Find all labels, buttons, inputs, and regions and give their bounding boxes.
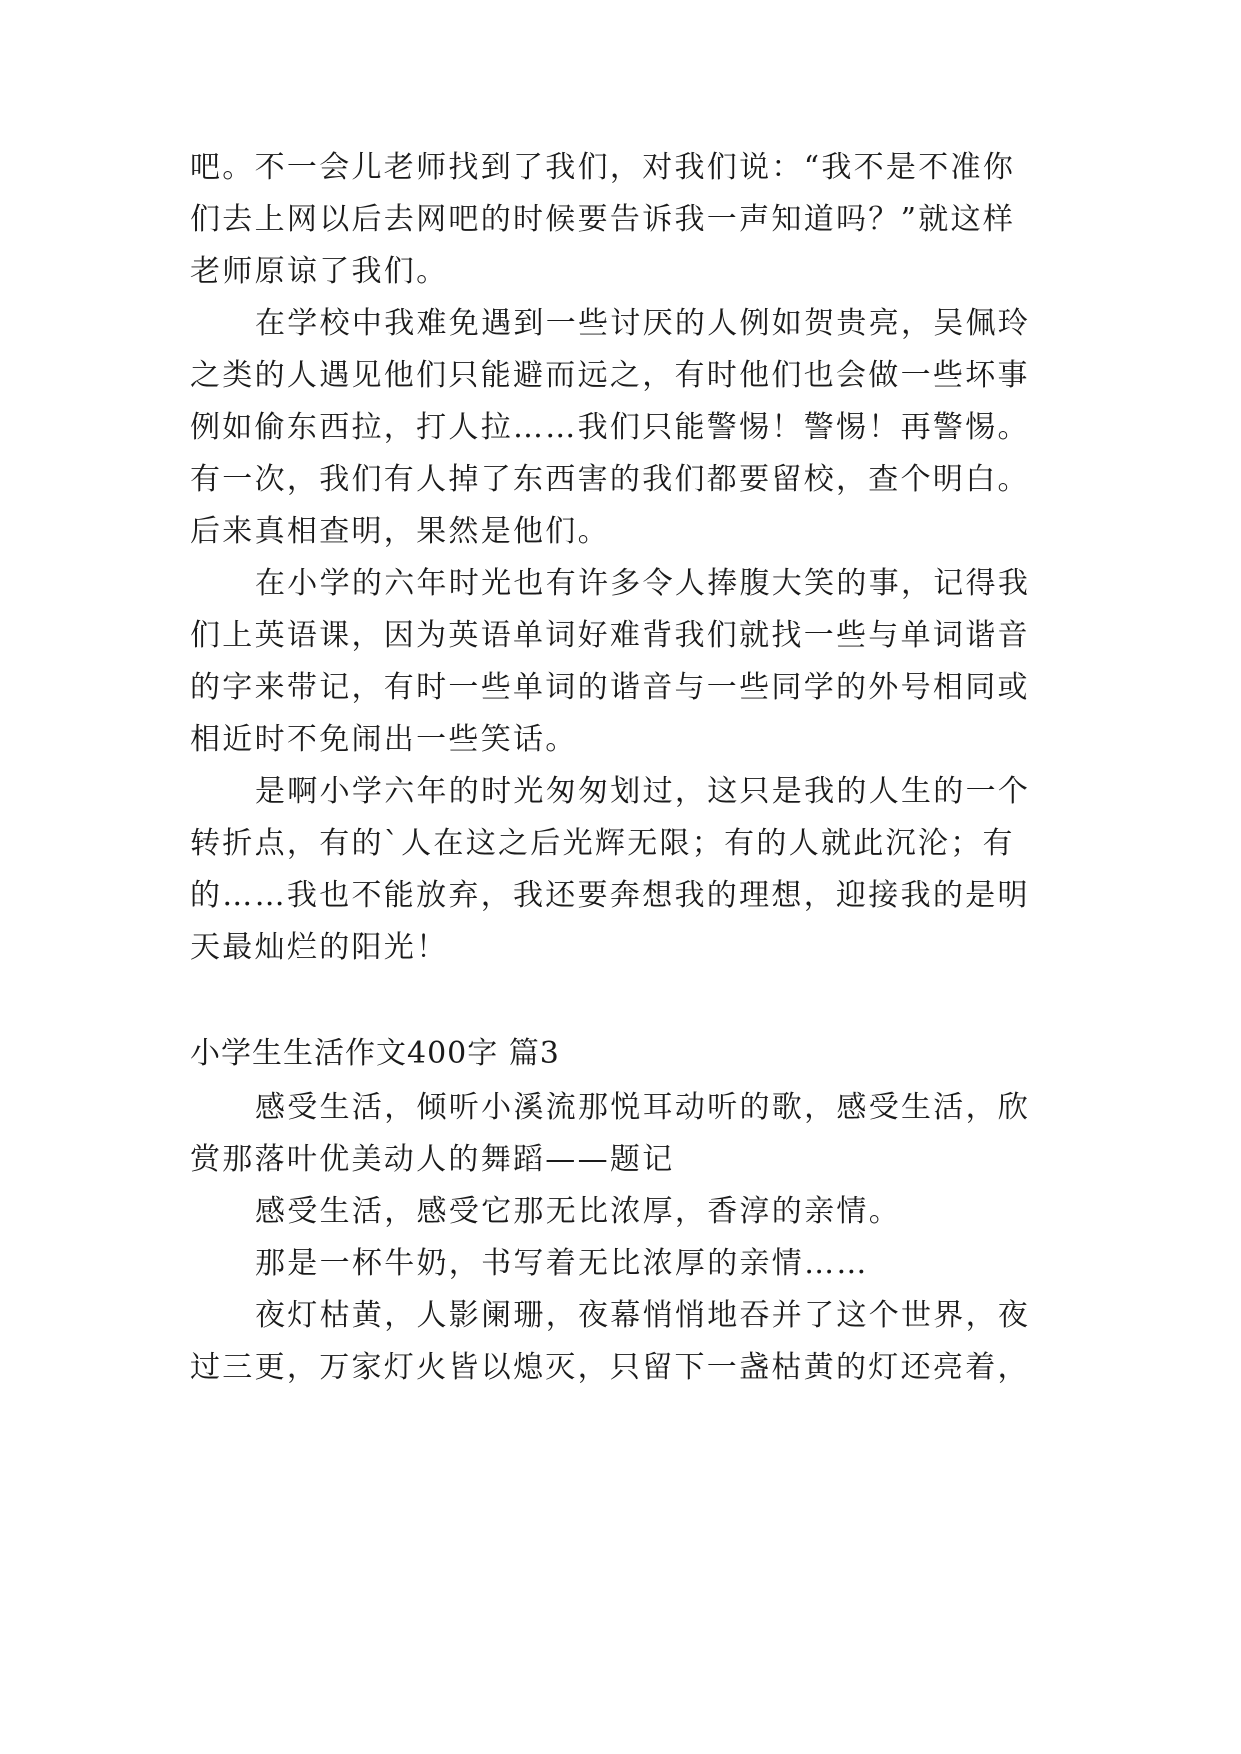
text-line: 天最灿烂的阳光！ (190, 930, 449, 965)
text-line: 之类的人遇见他们只能避而远之，有时他们也会做一些坏事 (190, 358, 1030, 393)
text-line: 例如偷东西拉，打人拉……我们只能警惕！警惕！再警惕。 (190, 410, 1030, 445)
text-line: 后来真相查明，果然是他们。 (190, 514, 610, 549)
text-line: 有一次，我们有人掉了东西害的我们都要留校，查个明白。 (190, 462, 1030, 497)
text-line: 的……我也不能放弃，我还要奔想我的理想，迎接我的是明 (190, 878, 1030, 913)
text-line: 们上英语课，因为英语单词好难背我们就找一些与单词谐音 (190, 618, 1030, 653)
text-line: 转折点，有的`人在这之后光辉无限；有的人就此沉沦；有 (190, 826, 1015, 861)
text-line: 们去上网以后去网吧的时候要告诉我一声知道吗？”就这样 (190, 202, 1016, 237)
text-line: 赏那落叶优美动人的舞蹈——题记 (190, 1142, 675, 1177)
text-line: 吧。不一会儿老师找到了我们，对我们说：“我不是不准你 (190, 150, 1016, 185)
text-line: 老师原谅了我们。 (190, 254, 449, 289)
text-line: 那是一杯牛奶，书写着无比浓厚的亲情…… (255, 1246, 869, 1281)
section-title: 小学生生活作文400字 篇3 (190, 1036, 560, 1071)
text-line: 相近时不免闹出一些笑话。 (190, 722, 578, 757)
text-line: 感受生活，倾听小溪流那悦耳动听的歌，感受生活，欣 (255, 1090, 1031, 1125)
text-line: 夜灯枯黄，人影阑珊，夜幕悄悄地吞并了这个世界，夜 (255, 1298, 1031, 1333)
text-line: 的字来带记，有时一些单词的谐音与一些同学的外号相同或 (190, 670, 1030, 705)
text-line: 是啊小学六年的时光匆匆划过，这只是我的人生的一个 (255, 774, 1031, 809)
text-line: 在小学的六年时光也有许多令人捧腹大笑的事，记得我 (255, 566, 1031, 601)
text-line: 过三更，万家灯火皆以熄灭，只留下一盏枯黄的灯还亮着， (190, 1350, 1030, 1385)
text-line: 在学校中我难免遇到一些讨厌的人例如贺贵亮，吴佩玲 (255, 306, 1031, 341)
text-line: 感受生活，感受它那无比浓厚，香淳的亲情。 (255, 1194, 901, 1229)
